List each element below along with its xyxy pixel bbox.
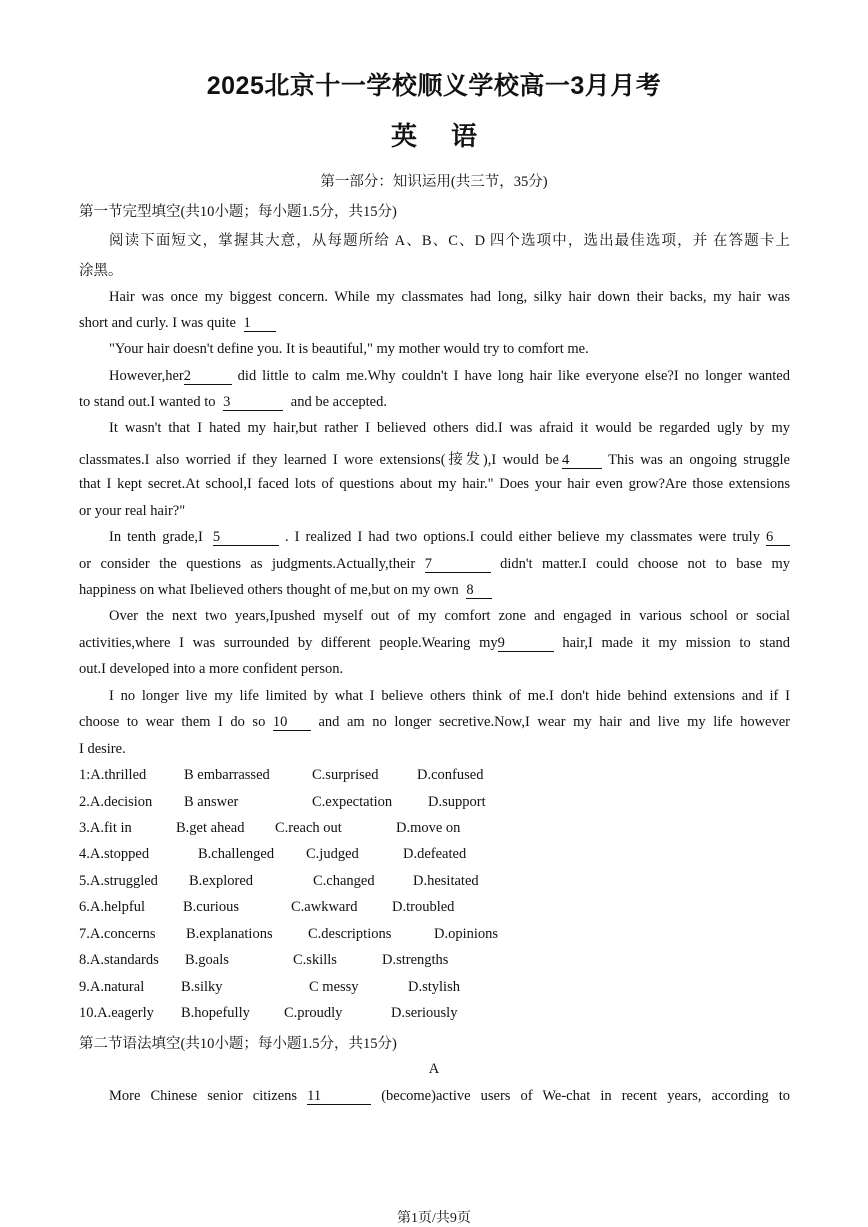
part1-heading: 第一部分：知识运用(共三节，35分) — [320, 174, 548, 190]
passage-line: out.I developed into a more confident person. — [79, 661, 344, 677]
instruction-line: 阅读下面短文，掌握其大意，从每题所给 A、B、C、D 四个选项中，选出最佳选项，并 在答题卡上 — [109, 233, 790, 249]
option-b[interactable]: B embarrassed — [184, 767, 270, 783]
page-footer: 第1页/共9页 — [397, 1211, 471, 1226]
option-d[interactable]: D.confused — [417, 767, 484, 783]
option-d[interactable]: D.troubled — [392, 899, 455, 915]
option-b[interactable]: B.hopefully — [181, 1005, 250, 1021]
blank-1[interactable]: 1 — [244, 316, 276, 332]
passage-line: In tenth grade,I 5 . I realized I had two options.I could either believe my classmates were truly 6 — [109, 529, 790, 546]
blank-3[interactable]: 3 — [223, 395, 283, 411]
blank-2[interactable]: 2 — [184, 369, 232, 385]
passage-line: that I kept secret.At school,I faced lots of questions about my hair." Does your hair even grow?Are those extensions — [79, 476, 790, 492]
document-title: 2025北京十一学校顺义学校高一3月月考 — [206, 72, 662, 100]
blank-9[interactable]: 9 — [498, 636, 554, 652]
option-b[interactable]: B.explored — [189, 873, 254, 889]
passage-line: It wasn't that I hated my hair,but rather I believed others did.I was afraid it would be regarded ugly by my — [109, 420, 790, 436]
section1-heading: 第一节完型填空(共10小题；每小题1.5分，共15分) — [79, 204, 397, 220]
option-c[interactable]: C.proudly — [284, 1005, 343, 1021]
option-a[interactable]: 1:A.thrilled — [79, 767, 147, 783]
option-c[interactable]: C.skills — [293, 952, 337, 968]
passage-line: or consider the questions as judgments.Actually,their 7 didn't matter.I could choose not to base my — [79, 556, 790, 572]
section2-passage-label: A — [428, 1061, 440, 1077]
option-a[interactable]: 9.A.natural — [79, 979, 145, 995]
option-b[interactable]: B.challenged — [198, 846, 275, 862]
option-b[interactable]: B.goals — [185, 952, 229, 968]
passage-line: activities,where I was surrounded by different people.Wearing my9 hair,I made it my mission to stand — [79, 635, 791, 651]
subject-heading: 英语 — [390, 122, 511, 152]
option-b[interactable]: B answer — [184, 794, 239, 810]
blank-4[interactable]: 4 — [562, 453, 602, 469]
option-b[interactable]: B.explanations — [186, 926, 273, 942]
blank-8[interactable]: 8 — [466, 583, 492, 599]
passage-line: More Chinese senior citizens 11 (become)active users of We-chat in recent years, according to — [109, 1088, 791, 1104]
option-a[interactable]: 4.A.stopped — [79, 846, 150, 862]
option-a[interactable]: 8.A.standards — [79, 952, 159, 968]
passage-line: or your real hair?" — [79, 503, 186, 519]
option-d[interactable]: D.strengths — [382, 952, 449, 968]
instruction-line: 涂黑。 — [79, 263, 123, 279]
passage-line: to stand out.I wanted to 3 and be accepted. — [79, 394, 387, 410]
passage-line: "Your hair doesn't define you. It is beautiful," my mother would try to comfort me. — [109, 341, 589, 357]
blank-5[interactable]: 5 — [213, 530, 279, 546]
option-d[interactable]: D.opinions — [434, 926, 499, 942]
passage-line: Hair was once my biggest concern. While my classmates had long, silky hair down their backs, my hair was — [109, 289, 790, 305]
section2-heading: 第二节语法填空(共10小题；每小题1.5分，共15分) — [79, 1036, 397, 1052]
option-a[interactable]: 5.A.struggled — [79, 873, 158, 889]
option-d[interactable]: D.defeated — [403, 846, 467, 862]
passage-line: classmates.I also worried if they learned I wore extensions(接发),I would be 4 This was an ongoing struggle — [79, 452, 790, 468]
option-c[interactable]: C.expectation — [312, 794, 393, 810]
passage-line: choose to wear them I do so 10 and am no longer secretive.Now,I wear my hair and live my life however — [79, 714, 791, 730]
passage-line: happiness on what Ibelieved others thought of me,but on my own 8 — [79, 582, 790, 599]
option-c[interactable]: C.descriptions — [308, 926, 392, 942]
passage-line: I no longer live my life limited by what I believe others think of me.I don't hide behind extensions and if I — [109, 688, 790, 704]
option-b[interactable]: B.silky — [181, 979, 223, 995]
option-c[interactable]: C.surprised — [312, 767, 379, 783]
option-d[interactable]: D.stylish — [408, 979, 460, 995]
passage-line: short and curly. I was quite 1 — [79, 315, 790, 332]
option-d[interactable]: D.seriously — [391, 1005, 458, 1021]
option-c[interactable]: C.reach out — [275, 820, 342, 836]
option-a[interactable]: 7.A.concerns — [79, 926, 156, 942]
option-d[interactable]: D.hesitated — [413, 873, 479, 889]
blank-7[interactable]: 7 — [425, 557, 491, 573]
option-b[interactable]: B.get ahead — [176, 820, 245, 836]
option-a[interactable]: 2.A.decision — [79, 794, 153, 810]
option-c[interactable]: C.judged — [306, 846, 359, 862]
option-c[interactable]: C.awkward — [291, 899, 358, 915]
passage-line: I desire. — [79, 741, 126, 757]
passage-line: Over the next two years,Ipushed myself out of my comfort zone and engaged in various school or social — [109, 608, 790, 624]
option-c[interactable]: C messy — [309, 979, 359, 995]
option-d[interactable]: D.support — [428, 794, 486, 810]
option-b[interactable]: B.curious — [183, 899, 239, 915]
option-a[interactable]: 6.A.helpful — [79, 899, 146, 915]
option-c[interactable]: C.changed — [313, 873, 375, 889]
option-a[interactable]: 3.A.fit in — [79, 820, 132, 836]
blank-10[interactable]: 10 — [273, 715, 311, 731]
option-a[interactable]: 10.A.eagerly — [79, 1005, 154, 1021]
blank-6[interactable]: 6 — [766, 530, 790, 546]
passage-line: However,her2 did little to calm me.Why couldn't I have long hair like everyone else?I no longer wanted — [109, 368, 790, 384]
option-d[interactable]: D.move on — [396, 820, 461, 836]
blank-11[interactable]: 11 — [307, 1089, 371, 1105]
